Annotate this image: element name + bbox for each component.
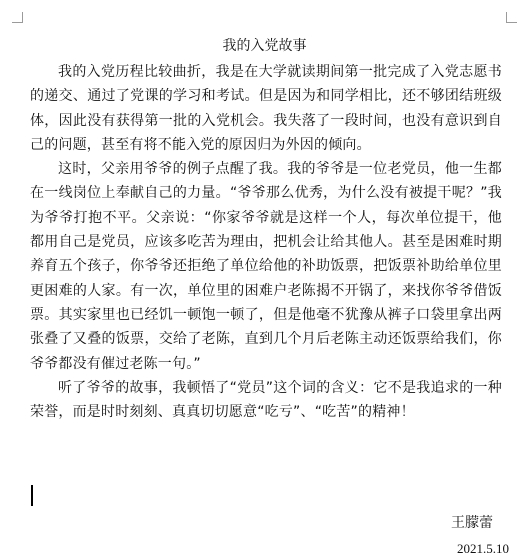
document-body[interactable] [30,60,502,424]
paragraph-1: 我的入党历程比较曲折，我是在大学就读期间第一批完成了入党志愿书的递交、通过了党课的学习和考试。但是因为和同学相比，还不够团结班级体，因此没有获得第一批的入党机会。我失落了一段时间，也没有意识到自己的问题，甚至有将不能入党的原因归为外因的倾向。 [30,64,502,153]
text-cursor [31,485,33,506]
author-signature: 王朦蕾 [451,515,493,531]
page-corner-mark-top-right [506,12,517,23]
document-date: 2021.5.10 [457,541,509,556]
document-title: 我的入党故事 [222,38,307,54]
paragraph-2: 这时，父亲用爷爷的例子点醒了我。我的爷爷是一位老党员，他一生都在一线岗位上奉献自己的力量。“爷爷那么优秀，为什么没有被提干呢？”我为爷爷打抱不平。父亲说：“你家爷爷就是这样一个人，每次单位提干，他都用自己是党员，应该多吃苦为理由，把机会让给其他人。甚至是困难时期养育五个孩子，你爷爷还拒绝了单位给他的补助饭票，把饭票补助给单位里更困难的人家。有一次，单位里的困难户老陈揭不开锅了，来找你爷爷借饭票。其实家里也已经饥一顿饱一顿了，但是他毫不犹豫从裤子口袋里拿出两张叠了又叠的饭票，交给了老陈，直到几个月后老陈主动还饭票给我们，你爷爷都没有催过老陈一句。” [30,161,502,372]
paragraph-3: 听了爷爷的故事，我顿悟了“党员”这个词的含义：它不是我追求的一种荣誉，而是时时刻刻、真真切切愿意“吃亏”、“吃苦”的精神！ [30,379,502,421]
page-corner-mark-top-left [12,12,23,23]
